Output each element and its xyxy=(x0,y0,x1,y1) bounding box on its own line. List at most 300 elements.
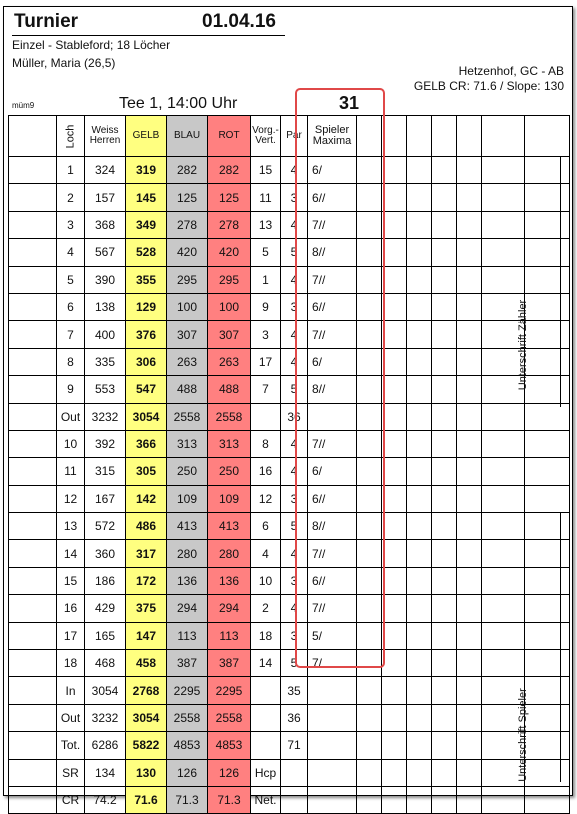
game-format: Einzel - Stableford; 18 Löcher xyxy=(12,38,171,52)
weiss-cell: 400 xyxy=(85,321,126,348)
maxima-cell xyxy=(308,732,357,759)
score-cell xyxy=(357,650,382,677)
score-cell xyxy=(357,732,382,759)
blank-cell xyxy=(9,458,57,485)
vorg-cell: 5 xyxy=(251,239,281,266)
score-cell xyxy=(457,677,482,704)
vorg-header-2: Vert. xyxy=(255,135,276,146)
table-row xyxy=(9,677,570,704)
blank-cell xyxy=(9,376,57,403)
table-row xyxy=(9,622,570,649)
hole-cell: 15 xyxy=(57,567,85,594)
score-cell xyxy=(407,786,432,813)
gelb-cell: 547 xyxy=(126,376,167,403)
table-row xyxy=(9,403,570,430)
club-name: Hetzenhof, GC - AB xyxy=(458,64,564,78)
score-cell xyxy=(432,567,457,594)
score-cell xyxy=(382,732,407,759)
spieler-header-1: Spieler xyxy=(314,124,350,136)
blau-cell: 280 xyxy=(167,540,208,567)
table-row xyxy=(9,293,570,320)
score-cell xyxy=(432,293,457,320)
blank-cell xyxy=(9,157,57,184)
rot-cell: 387 xyxy=(208,650,251,677)
weiss-cell: 74.2 xyxy=(85,786,126,813)
score-cell xyxy=(482,157,525,184)
table-row xyxy=(9,650,570,677)
signature-cell xyxy=(525,157,570,184)
score-col-5 xyxy=(457,116,482,157)
weiss-cell: 3232 xyxy=(85,704,126,731)
score-cell xyxy=(407,348,432,375)
score-cell xyxy=(382,211,407,238)
header-row xyxy=(9,116,570,157)
blank-cell xyxy=(9,622,57,649)
gelb-cell: 142 xyxy=(126,485,167,512)
score-cell xyxy=(432,376,457,403)
maxima-cell: 8// xyxy=(308,239,357,266)
table-row xyxy=(9,759,570,786)
gelb-cell: 376 xyxy=(126,321,167,348)
score-cell xyxy=(407,321,432,348)
par-cell: 3 xyxy=(281,567,308,594)
score-cell xyxy=(457,595,482,622)
vorg-header-1: Vorg.- xyxy=(252,125,279,136)
rot-cell: 420 xyxy=(208,239,251,266)
score-cell xyxy=(357,622,382,649)
signature-cell xyxy=(525,430,570,457)
score-table xyxy=(8,115,570,814)
blank-cell xyxy=(9,403,57,430)
score-cell xyxy=(482,595,525,622)
rot-cell: 295 xyxy=(208,266,251,293)
blau-cell: 282 xyxy=(167,157,208,184)
par-cell: 35 xyxy=(281,677,308,704)
maxima-cell: 6/ xyxy=(308,458,357,485)
spieler-header-2: Maxima xyxy=(312,135,352,147)
score-cell xyxy=(457,239,482,266)
score-cell xyxy=(407,458,432,485)
weiss-header xyxy=(85,116,126,157)
gelb-cell: 2768 xyxy=(126,677,167,704)
score-cell xyxy=(382,348,407,375)
hole-cell: 1 xyxy=(57,157,85,184)
blank-cell xyxy=(9,485,57,512)
rot-cell: 282 xyxy=(208,157,251,184)
signature-cell xyxy=(525,211,570,238)
signature-cell xyxy=(525,595,570,622)
spieler-header xyxy=(308,116,357,157)
vorg-cell: 6 xyxy=(251,513,281,540)
rot-cell: 413 xyxy=(208,513,251,540)
gelb-cell: 306 xyxy=(126,348,167,375)
score-cell xyxy=(357,293,382,320)
vorg-header xyxy=(251,116,281,157)
blau-cell: 413 xyxy=(167,513,208,540)
score-cell xyxy=(357,513,382,540)
weiss-cell: 3054 xyxy=(85,677,126,704)
maxima-cell xyxy=(308,677,357,704)
maxima-cell: 6/ xyxy=(308,348,357,375)
hole-cell: 16 xyxy=(57,595,85,622)
table-row xyxy=(9,348,570,375)
par-cell: 3 xyxy=(281,485,308,512)
score-cell xyxy=(432,759,457,786)
score-cell xyxy=(357,759,382,786)
rot-cell: 250 xyxy=(208,458,251,485)
signature-cell xyxy=(525,540,570,567)
rot-cell: 307 xyxy=(208,321,251,348)
hole-cell: Tot. xyxy=(57,732,85,759)
score-cell xyxy=(357,458,382,485)
signature-column xyxy=(525,116,570,157)
par-cell: 4 xyxy=(281,211,308,238)
score-cell xyxy=(432,239,457,266)
rot-cell: 126 xyxy=(208,759,251,786)
vorg-cell: 14 xyxy=(251,650,281,677)
score-cell xyxy=(407,157,432,184)
weiss-cell: 324 xyxy=(85,157,126,184)
par-cell: 4 xyxy=(281,157,308,184)
par-header: Par xyxy=(281,116,308,157)
vorg-cell: Hcp xyxy=(251,759,281,786)
maxima-cell xyxy=(308,786,357,813)
score-cell xyxy=(357,239,382,266)
score-cell xyxy=(457,622,482,649)
score-cell xyxy=(407,485,432,512)
score-cell xyxy=(407,732,432,759)
signature-cell xyxy=(525,184,570,211)
weiss-cell: 3232 xyxy=(85,403,126,430)
score-col-1 xyxy=(357,116,382,157)
score-cell xyxy=(357,677,382,704)
score-cell xyxy=(432,704,457,731)
table-row xyxy=(9,732,570,759)
gelb-cell: 147 xyxy=(126,622,167,649)
score-cell xyxy=(382,759,407,786)
hole-cell: 17 xyxy=(57,622,85,649)
score-cell xyxy=(432,348,457,375)
blau-cell: 2295 xyxy=(167,677,208,704)
score-cell xyxy=(357,157,382,184)
weiss-cell: 167 xyxy=(85,485,126,512)
maxima-cell: 7/ xyxy=(308,650,357,677)
score-cell xyxy=(407,595,432,622)
weiss-cell: 157 xyxy=(85,184,126,211)
blank-cell xyxy=(9,239,57,266)
score-cell xyxy=(482,485,525,512)
score-cell xyxy=(432,622,457,649)
score-col-3 xyxy=(407,116,432,157)
score-cell xyxy=(357,595,382,622)
score-cell xyxy=(432,430,457,457)
score-cell xyxy=(407,567,432,594)
score-cell xyxy=(382,458,407,485)
table-row xyxy=(9,239,570,266)
score-cell xyxy=(482,622,525,649)
blank-cell xyxy=(9,211,57,238)
gelb-cell: 349 xyxy=(126,211,167,238)
par-cell: 5 xyxy=(281,376,308,403)
score-cell xyxy=(482,540,525,567)
gelb-cell: 375 xyxy=(126,595,167,622)
tee-time: Tee 1, 14:00 Uhr xyxy=(119,95,238,112)
gelb-cell: 129 xyxy=(126,293,167,320)
blau-cell: 488 xyxy=(167,376,208,403)
rot-cell: 280 xyxy=(208,540,251,567)
score-cell xyxy=(357,485,382,512)
maxima-cell xyxy=(308,403,357,430)
blank-cell xyxy=(9,430,57,457)
blau-cell: 100 xyxy=(167,293,208,320)
hole-cell: 10 xyxy=(57,430,85,457)
maxima-cell: 8// xyxy=(308,513,357,540)
score-cell xyxy=(357,211,382,238)
vorg-cell: 17 xyxy=(251,348,281,375)
rot-cell: 4853 xyxy=(208,732,251,759)
score-cell xyxy=(382,376,407,403)
weiss-cell: 572 xyxy=(85,513,126,540)
score-cell xyxy=(457,321,482,348)
hole-cell: 8 xyxy=(57,348,85,375)
score-cell xyxy=(382,513,407,540)
vorg-cell: 16 xyxy=(251,458,281,485)
score-cell xyxy=(407,759,432,786)
weiss-cell: 567 xyxy=(85,239,126,266)
maxima-cell: 7// xyxy=(308,266,357,293)
score-cell xyxy=(357,376,382,403)
score-cell xyxy=(432,595,457,622)
score-cell xyxy=(407,540,432,567)
signature-cell xyxy=(525,567,570,594)
gelb-cell: 305 xyxy=(126,458,167,485)
blank-cell xyxy=(9,704,57,731)
par-cell: 3 xyxy=(281,184,308,211)
hole-cell: 7 xyxy=(57,321,85,348)
score-cell xyxy=(457,430,482,457)
score-col-2 xyxy=(382,116,407,157)
gelb-cell: 528 xyxy=(126,239,167,266)
table-row xyxy=(9,211,570,238)
par-cell: 4 xyxy=(281,321,308,348)
score-cell xyxy=(407,704,432,731)
gelb-cell: 3054 xyxy=(126,704,167,731)
score-cell xyxy=(432,458,457,485)
rot-header: ROT xyxy=(208,116,251,157)
blau-cell: 294 xyxy=(167,595,208,622)
vorg-cell: Net. xyxy=(251,786,281,813)
score-col-4 xyxy=(432,116,457,157)
hole-cell: 5 xyxy=(57,266,85,293)
vorg-cell: 18 xyxy=(251,622,281,649)
par-cell: 5 xyxy=(281,513,308,540)
gelb-cell: 366 xyxy=(126,430,167,457)
score-cell xyxy=(382,321,407,348)
hole-cell: 2 xyxy=(57,184,85,211)
vorg-cell: 7 xyxy=(251,376,281,403)
blau-cell: 278 xyxy=(167,211,208,238)
maxima-cell: 5/ xyxy=(308,622,357,649)
score-cell xyxy=(382,540,407,567)
signature-cell xyxy=(525,458,570,485)
score-cell xyxy=(482,211,525,238)
hole-cell: 13 xyxy=(57,513,85,540)
score-cell xyxy=(407,211,432,238)
rot-cell: 109 xyxy=(208,485,251,512)
score-cell xyxy=(457,184,482,211)
score-cell xyxy=(382,786,407,813)
rot-cell: 263 xyxy=(208,348,251,375)
vorg-cell: 2 xyxy=(251,595,281,622)
blank-cell xyxy=(9,650,57,677)
score-cell xyxy=(432,732,457,759)
hole-cell: 3 xyxy=(57,211,85,238)
maxima-cell: 6// xyxy=(308,184,357,211)
signature-cell xyxy=(525,485,570,512)
score-cell xyxy=(382,239,407,266)
card-title: Turnier xyxy=(14,11,79,32)
score-cell xyxy=(482,184,525,211)
counter-signature-line xyxy=(560,157,561,407)
gelb-cell: 486 xyxy=(126,513,167,540)
vorg-cell: 4 xyxy=(251,540,281,567)
score-cell xyxy=(432,403,457,430)
score-cell xyxy=(457,403,482,430)
score-cell xyxy=(482,513,525,540)
score-cell xyxy=(407,650,432,677)
score-cell xyxy=(457,704,482,731)
maxima-cell: 7// xyxy=(308,430,357,457)
blank-cell xyxy=(9,677,57,704)
weiss-cell: 186 xyxy=(85,567,126,594)
score-cell xyxy=(407,184,432,211)
blau-cell: 307 xyxy=(167,321,208,348)
score-cell xyxy=(357,184,382,211)
score-cell xyxy=(432,266,457,293)
player-signature-label: Unterschrift Spieler xyxy=(517,688,529,782)
hole-cell: SR xyxy=(57,759,85,786)
vorg-cell: 11 xyxy=(251,184,281,211)
score-cell xyxy=(357,403,382,430)
vorg-cell xyxy=(251,403,281,430)
blank-cell xyxy=(9,732,57,759)
score-cell xyxy=(407,622,432,649)
score-cell xyxy=(457,485,482,512)
blau-cell: 313 xyxy=(167,430,208,457)
maxima-cell: 8// xyxy=(308,376,357,403)
weiss-cell: 429 xyxy=(85,595,126,622)
score-cell xyxy=(432,650,457,677)
vorg-cell: 3 xyxy=(251,321,281,348)
signature-cell xyxy=(525,622,570,649)
blau-cell: 295 xyxy=(167,266,208,293)
vorg-cell: 10 xyxy=(251,567,281,594)
score-cell xyxy=(357,266,382,293)
score-cell xyxy=(382,485,407,512)
hole-cell: 12 xyxy=(57,485,85,512)
par-cell: 4 xyxy=(281,430,308,457)
hole-cell: 9 xyxy=(57,376,85,403)
blank-cell xyxy=(9,595,57,622)
score-cell xyxy=(357,786,382,813)
weiss-cell: 368 xyxy=(85,211,126,238)
score-cell xyxy=(382,595,407,622)
table-row xyxy=(9,540,570,567)
maxima-cell: 6/ xyxy=(308,157,357,184)
weiss-header-2: Herren xyxy=(89,135,121,146)
maxima-cell: 6// xyxy=(308,567,357,594)
signature-cell xyxy=(525,239,570,266)
score-cell xyxy=(357,540,382,567)
par-cell: 5 xyxy=(281,239,308,266)
score-cell xyxy=(482,239,525,266)
vorg-cell xyxy=(251,704,281,731)
maxima-cell xyxy=(308,759,357,786)
table-row xyxy=(9,184,570,211)
table-row xyxy=(9,567,570,594)
rot-cell: 113 xyxy=(208,622,251,649)
score-cell xyxy=(382,677,407,704)
par-cell: 3 xyxy=(281,622,308,649)
score-cell xyxy=(407,376,432,403)
score-cell xyxy=(407,430,432,457)
hole-cell: In xyxy=(57,677,85,704)
score-cell xyxy=(457,786,482,813)
par-cell: 4 xyxy=(281,458,308,485)
score-cell xyxy=(457,348,482,375)
player-signature-line xyxy=(560,512,561,782)
blank-cell xyxy=(9,786,57,813)
weiss-cell: 390 xyxy=(85,266,126,293)
maxima-cell: 7// xyxy=(308,321,357,348)
gelb-cell: 355 xyxy=(126,266,167,293)
rot-cell: 278 xyxy=(208,211,251,238)
gelb-cell: 458 xyxy=(126,650,167,677)
vorg-cell xyxy=(251,677,281,704)
signature-cell xyxy=(525,513,570,540)
gelb-cell: 3054 xyxy=(126,403,167,430)
score-col-6 xyxy=(482,116,525,157)
par-cell: 4 xyxy=(281,540,308,567)
score-cell xyxy=(382,403,407,430)
weiss-cell: 468 xyxy=(85,650,126,677)
score-cell xyxy=(457,293,482,320)
blau-cell: 125 xyxy=(167,184,208,211)
weiss-cell: 553 xyxy=(85,376,126,403)
score-cell xyxy=(382,622,407,649)
gelb-cell: 317 xyxy=(126,540,167,567)
weiss-cell: 315 xyxy=(85,458,126,485)
table-row xyxy=(9,376,570,403)
score-cell xyxy=(482,458,525,485)
score-cell xyxy=(382,430,407,457)
score-cell xyxy=(357,348,382,375)
vorg-cell: 12 xyxy=(251,485,281,512)
blank-cell xyxy=(9,266,57,293)
title-underline xyxy=(12,35,285,36)
weiss-cell: 6286 xyxy=(85,732,126,759)
score-cell xyxy=(432,513,457,540)
vorg-cell xyxy=(251,732,281,759)
rot-cell: 488 xyxy=(208,376,251,403)
score-cell xyxy=(432,677,457,704)
rot-cell: 136 xyxy=(208,567,251,594)
par-cell: 71 xyxy=(281,732,308,759)
hole-cell: 4 xyxy=(57,239,85,266)
score-cell xyxy=(457,540,482,567)
blank-cell xyxy=(9,513,57,540)
blau-cell: 2558 xyxy=(167,704,208,731)
